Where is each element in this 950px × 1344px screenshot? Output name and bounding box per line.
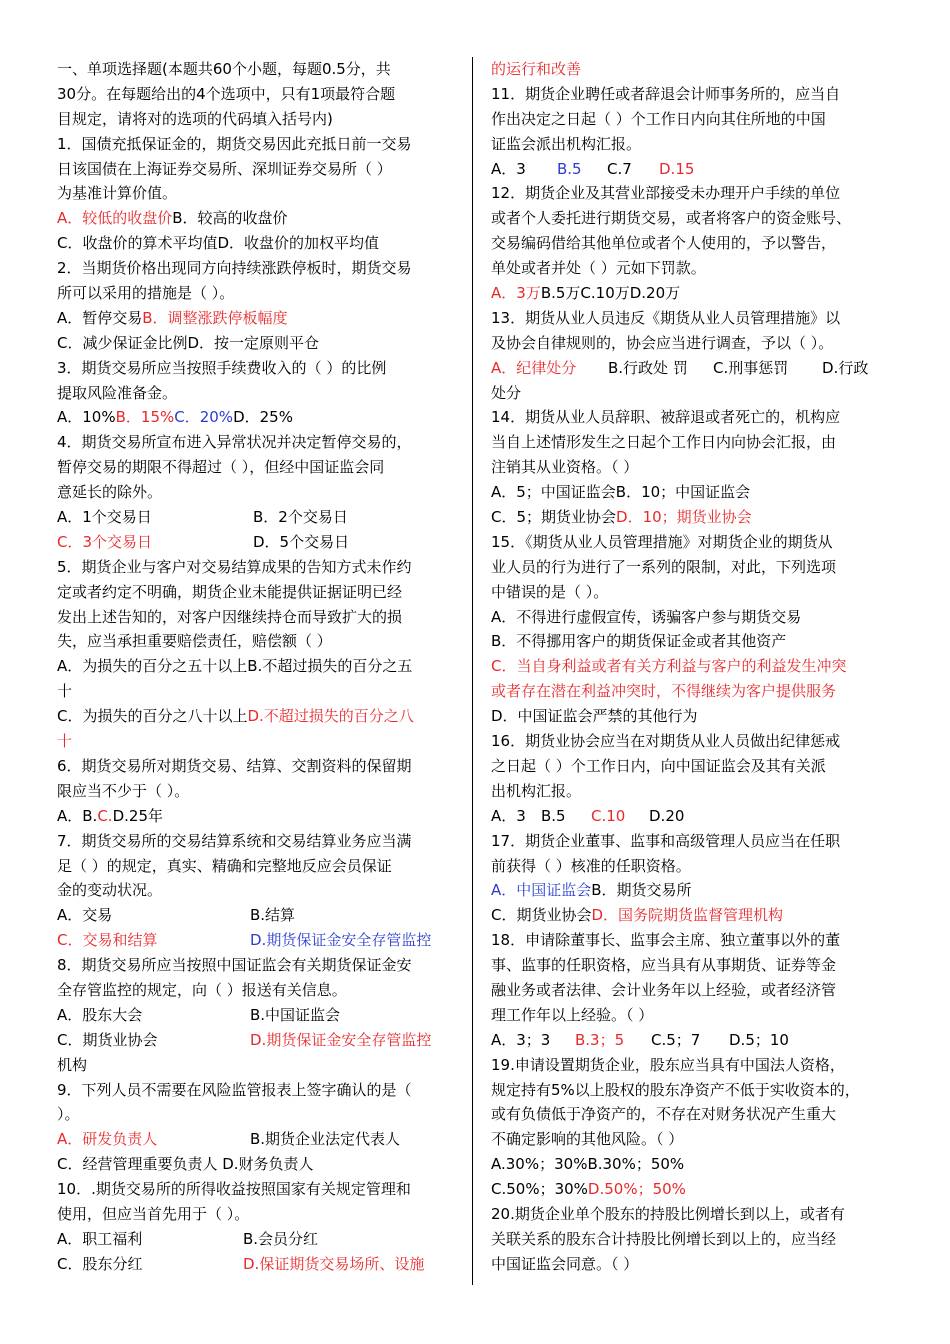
text-segment: 不确定影响的其他风险。（ ） <box>491 1130 684 1149</box>
left-text-line <box>57 1028 457 1053</box>
text-segment: 当自上述情形发生之日起个工作日内向协会汇报，由 <box>491 433 837 452</box>
right-text-line <box>491 779 891 804</box>
right-text-line <box>491 605 891 630</box>
left-text-line <box>57 530 457 555</box>
text-segment: C．20% <box>174 408 234 427</box>
right-text-line <box>491 1177 891 1202</box>
text-segment: 提取风险准备金。 <box>57 383 178 402</box>
text-segment: 7．期货交易所的交易结算系统和交易结算业务应当满 <box>57 831 412 850</box>
text-segment: D．国务院期货监督管理机构 <box>591 906 784 925</box>
text-segment: 20.期货企业单个股东的持股比例增长到以上，或者有 <box>491 1204 845 1223</box>
text-segment: A．职工福利 <box>57 1229 143 1248</box>
text-segment: A．交易 <box>57 906 113 925</box>
text-segment: 19.申请设置期货企业，股东应当具有中国法人资格， <box>491 1055 845 1074</box>
text-segment: D.25年 <box>112 806 163 825</box>
text-segment: B．2个交易日 <box>253 508 348 527</box>
left-text-line <box>57 381 457 406</box>
text-segment: 交易编码借给其他单位或者个人使用的，予以警告， <box>491 234 837 253</box>
text-segment: D.15 <box>659 159 695 178</box>
text-segment: D.不超过损失的百分之八 <box>247 707 414 726</box>
text-segment: 3．期货交易所应当按照手续费收入的（ ）的比例 <box>57 358 387 377</box>
text-segment: A．研发负责人 <box>57 1130 158 1149</box>
text-segment: 9．下列人员不需要在风险监管报表上签字确认的是（ <box>57 1080 412 1099</box>
left-text-line <box>57 1102 457 1127</box>
text-segment: 定或者约定不明确，期货企业未能提供证据证明已经 <box>57 582 403 601</box>
left-text-line <box>57 306 457 331</box>
right-text-line <box>491 256 891 281</box>
right-column <box>491 57 891 1277</box>
text-segment: A.30%；30%B.30%；50% <box>491 1155 685 1174</box>
text-segment: D．25% <box>233 408 293 427</box>
left-text-line <box>57 231 457 256</box>
right-text-line <box>491 1227 891 1252</box>
text-segment: B．15% <box>115 408 175 427</box>
text-segment: C．期货业协会 <box>491 906 592 925</box>
left-text-line <box>57 1053 457 1078</box>
right-text-line <box>491 654 891 679</box>
left-text-line <box>57 57 457 82</box>
text-segment: C. <box>97 806 113 825</box>
left-text-line <box>57 430 457 455</box>
text-segment: 作出决定之日起（ ）个工作日内向其住所地的中国 <box>491 109 826 128</box>
text-segment: C.7 <box>607 159 632 178</box>
text-segment: 全存管监控的规定，向（ ）报送有关信息。 <box>57 980 347 999</box>
right-text-line <box>491 1028 891 1053</box>
right-text-line <box>491 1003 891 1028</box>
text-segment: 所可以采用的措施是（ ）。 <box>57 284 235 303</box>
text-segment: A．为损失的百分之五十以上B.不超过损失的百分之五 <box>57 657 413 676</box>
text-segment: 一、单项选择题(本题共60个小题，每题0.5分，共 <box>57 60 391 78</box>
text-segment: 1．国债充抵保证金的，期货交易因此充抵日前一交易 <box>57 134 412 153</box>
text-segment: 事、监事的任职资格，应当具有从事期货、证券等金 <box>491 956 837 975</box>
left-text-line <box>57 480 457 505</box>
text-segment: C．减少保证金比例D．按一定原则平仓 <box>57 333 320 352</box>
left-text-line <box>57 1003 457 1028</box>
left-text-line <box>57 978 457 1003</box>
left-text-line <box>57 854 457 879</box>
text-segment: 金的变动状况。 <box>57 881 163 900</box>
left-text-line <box>57 629 457 654</box>
left-text-line <box>57 754 457 779</box>
left-text-line <box>57 256 457 281</box>
right-text-line <box>491 480 891 505</box>
text-segment: ）。 <box>57 1105 80 1124</box>
right-text-line <box>491 455 891 480</box>
right-text-line <box>491 157 891 182</box>
text-segment: C.刑事惩罚 <box>713 358 789 377</box>
text-segment: 机构 <box>57 1055 88 1074</box>
right-text-line <box>491 281 891 306</box>
left-text-line <box>57 1252 457 1277</box>
text-segment: A．较低的收盘价 <box>57 209 173 228</box>
right-text-line <box>491 1102 891 1127</box>
text-segment: 目规定，请将对的选项的代码填入括号内) <box>57 109 333 128</box>
text-segment: 融业务或者法律、会计业务年以上经验，或者经济管 <box>491 980 837 999</box>
text-segment: D.50%；50% <box>587 1180 686 1199</box>
text-segment: 10．.期货交易所的所得收益按照国家有关规定管理和 <box>57 1180 411 1199</box>
text-segment: 日该国债在上海证券交易所、深圳证券交易所（ ） <box>57 159 392 178</box>
left-text-line <box>57 132 457 157</box>
text-segment: 的运行和改善 <box>491 60 582 78</box>
text-segment: D.期货保证金安全存管监控 <box>250 931 432 950</box>
text-segment: C．经营管理重要负责人 D.财务负责人 <box>57 1155 314 1174</box>
left-text-line <box>57 405 457 430</box>
right-text-line <box>491 331 891 356</box>
left-text-line <box>57 555 457 580</box>
right-text-line <box>491 754 891 779</box>
text-segment: 及协会自律规则的，协会应当进行调查，予以（ ）。 <box>491 333 834 352</box>
text-segment: 18．申请除董事长、监事会主席、独立董事以外的董 <box>491 931 841 950</box>
right-text-line <box>491 356 891 381</box>
right-text-line <box>491 1202 891 1227</box>
text-segment: D.20 <box>649 806 685 825</box>
text-segment: 理工作年以上经验。（ ） <box>491 1005 654 1024</box>
text-segment: C．股东分红 <box>57 1254 143 1273</box>
text-segment: 使用，但应当首先用于（ ）。 <box>57 1204 250 1223</box>
text-segment: 8．期货交易所应当按照中国证监会有关期货保证金安 <box>57 956 412 975</box>
text-segment: 足（ ）的规定，真实、精确和完整地反应会员保证 <box>57 856 392 875</box>
text-segment: D．中国证监会严禁的其他行为 <box>491 707 698 726</box>
text-segment: B．不得挪用客户的期货保证金或者其他资产 <box>491 632 787 651</box>
text-segment: B.5 <box>557 159 582 178</box>
right-text-line <box>491 580 891 605</box>
left-text-line <box>57 455 457 480</box>
text-segment: B.行政处 罚 <box>608 358 688 377</box>
text-segment: A．10% <box>57 408 116 427</box>
text-segment: B.结算 <box>250 906 296 925</box>
text-segment: B.期货企业法定代表人 <box>250 1130 401 1149</box>
text-segment: 2．当期货价格出现同方向持续涨跌停板时，期货交易 <box>57 259 412 278</box>
right-text-line <box>491 555 891 580</box>
right-text-line <box>491 206 891 231</box>
text-segment: D.期货保证金安全存管监控 <box>250 1030 432 1049</box>
right-text-line <box>491 679 891 704</box>
text-segment: A．中国证监会 <box>491 881 592 900</box>
text-segment: D．10；期货业协会 <box>616 508 752 527</box>
text-segment: 之日起（ ）个工作日内，向中国证监会及其有关派 <box>491 756 826 775</box>
text-segment: 15．《期货从业人员管理措施》对期货企业的期货从 <box>491 532 833 551</box>
left-text-line <box>57 928 457 953</box>
column-divider <box>472 57 473 1285</box>
text-segment: 6．期货交易所对期货交易、结算、交割资料的保留期 <box>57 756 412 775</box>
text-segment: 处分 <box>491 383 522 402</box>
text-segment: B.中国证监会 <box>250 1005 341 1024</box>
left-text-line <box>57 804 457 829</box>
right-text-line <box>491 181 891 206</box>
left-text-line <box>57 281 457 306</box>
right-text-line <box>491 530 891 555</box>
text-segment: B.3；5 <box>575 1030 625 1049</box>
left-text-line <box>57 1078 457 1103</box>
right-text-line <box>491 1127 891 1152</box>
text-segment: 中国证监会同意。（ ） <box>491 1254 639 1273</box>
right-text-line <box>491 629 891 654</box>
text-segment: 暂停交易的期限不得超过（ ），但经中国证监会同 <box>57 458 385 477</box>
left-text-line <box>57 82 457 107</box>
text-segment: C．为损失的百分之八十以上 <box>57 707 248 726</box>
left-text-line <box>57 779 457 804</box>
text-segment: A．B. <box>57 806 98 825</box>
left-text-line <box>57 505 457 530</box>
text-segment: B.会员分红 <box>243 1229 319 1248</box>
left-text-line <box>57 729 457 754</box>
text-segment: 中错误的是（ ）。 <box>491 582 609 601</box>
right-text-line <box>491 82 891 107</box>
right-text-line <box>491 729 891 754</box>
right-text-line <box>491 928 891 953</box>
text-segment: 11．期货企业聘任或者辞退会计师事务所的，应当自 <box>491 84 841 103</box>
left-text-line <box>57 181 457 206</box>
text-segment: C.10 <box>591 806 626 825</box>
text-segment: 12．期货企业及其营业部接受未办理开户手续的单位 <box>491 184 841 203</box>
text-segment: 前获得（ ）核准的任职资格。 <box>491 856 691 875</box>
text-segment: 或有负债低于净资产的，不存在对财务状况产生重大 <box>491 1105 837 1124</box>
right-text-line <box>491 231 891 256</box>
right-text-line <box>491 430 891 455</box>
text-segment: C．收盘价的算术平均值D．收盘价的加权平均值 <box>57 234 380 253</box>
right-text-line <box>491 878 891 903</box>
text-segment: 13．期货从业人员违反《期货从业人员管理措施》以 <box>491 308 841 327</box>
right-text-line <box>491 57 891 82</box>
text-segment: C．5；期货业协会 <box>491 508 617 527</box>
right-text-line <box>491 829 891 854</box>
text-segment: 业人员的行为进行了一系列的限制，对此，下列选项 <box>491 557 837 576</box>
left-text-line <box>57 605 457 630</box>
text-segment: 十 <box>57 732 73 751</box>
text-segment: C．交易和结算 <box>57 931 158 950</box>
text-segment: 出机构汇报。 <box>491 781 582 800</box>
right-text-line <box>491 381 891 406</box>
text-segment: C．当自身利益或者有关方利益与客户的利益发生冲突 <box>491 657 847 676</box>
text-segment: 注销其从业资格。（ ） <box>491 458 639 477</box>
left-text-line <box>57 878 457 903</box>
right-text-line <box>491 978 891 1003</box>
text-segment: C．3个交易日 <box>57 532 153 551</box>
left-text-line <box>57 903 457 928</box>
right-text-line <box>491 405 891 430</box>
right-text-line <box>491 854 891 879</box>
text-segment: 14．期货从业人员辞职、被辞退或者死亡的，机构应 <box>491 408 841 427</box>
left-text-line <box>57 704 457 729</box>
right-text-line <box>491 132 891 157</box>
right-text-line <box>491 953 891 978</box>
text-segment: A．5；中国证监会B．10；中国证监会 <box>491 483 751 502</box>
text-segment: 17．期货企业董事、监事和高级管理人员应当在任职 <box>491 831 841 850</box>
left-text-line <box>57 356 457 381</box>
text-segment: A．3万 <box>491 284 541 303</box>
left-text-line <box>57 1177 457 1202</box>
right-text-line <box>491 306 891 331</box>
text-segment: A．3；3 <box>491 1030 551 1049</box>
right-text-line <box>491 804 891 829</box>
left-text-line <box>57 953 457 978</box>
text-segment: 4．期货交易所宣布进入异常状况并决定暂停交易的， <box>57 433 412 452</box>
text-segment: 证监会派出机构汇报。 <box>491 134 642 153</box>
text-segment: 30分。在每题给出的4个选项中，只有1项最符合题 <box>57 84 396 103</box>
text-segment: A．3 <box>491 806 526 825</box>
text-segment: C.5；7 <box>651 1030 701 1049</box>
text-segment: 失，应当承担重要赔偿责任，赔偿额（ ） <box>57 632 332 651</box>
right-text-line <box>491 903 891 928</box>
text-segment: C.50%；30% <box>491 1180 588 1199</box>
text-segment: D.5；10 <box>729 1030 789 1049</box>
text-segment: 或者个人委托进行期货交易，或者将客户的资金账号、 <box>491 209 852 228</box>
right-text-line <box>491 1078 891 1103</box>
text-segment: 为基准计算价值。 <box>57 184 178 203</box>
text-segment: A．1个交易日 <box>57 508 152 527</box>
left-text-line <box>57 654 457 679</box>
text-segment: 规定持有5%以上股权的股东净资产不低于实收资本的， <box>491 1080 860 1099</box>
left-column <box>57 57 457 1277</box>
text-segment: B.5万C.10万D.20万 <box>540 284 681 303</box>
text-segment: D．5个交易日 <box>253 532 350 551</box>
text-segment: 单处或者并处（ ）元如下罚款。 <box>491 259 706 278</box>
text-segment: 发出上述告知的，对客户因继续持仓而导致扩大的损 <box>57 607 403 626</box>
text-segment: D.行政 <box>822 358 869 377</box>
text-segment: B．调整涨跌停板幅度 <box>142 308 288 327</box>
right-text-line <box>491 505 891 530</box>
left-text-line <box>57 107 457 132</box>
text-segment: 5．期货企业与客户对交易结算成果的告知方式未作约 <box>57 557 412 576</box>
right-text-line <box>491 107 891 132</box>
text-segment: A．不得进行虚假宣传，诱骗客户参与期货交易 <box>491 607 802 626</box>
text-segment: 十 <box>57 682 73 701</box>
left-text-line <box>57 829 457 854</box>
text-segment: 意延长的除外。 <box>57 483 163 502</box>
text-segment: A．股东大会 <box>57 1005 143 1024</box>
text-segment: B．期货交易所 <box>591 881 692 900</box>
right-text-line <box>491 1053 891 1078</box>
text-segment: 或者存在潜在利益冲突时，不得继续为客户提供服务 <box>491 682 837 701</box>
left-text-line <box>57 1202 457 1227</box>
left-text-line <box>57 206 457 231</box>
text-segment: 16．期货业协会应当在对期货从业人员做出纪律惩戒 <box>491 732 841 751</box>
left-text-line <box>57 1227 457 1252</box>
left-text-line <box>57 580 457 605</box>
left-text-line <box>57 1152 457 1177</box>
text-segment: A．3 <box>491 159 526 178</box>
right-text-line <box>491 1252 891 1277</box>
text-segment: A．纪律处分 <box>491 358 577 377</box>
text-segment: C．期货业协会 <box>57 1030 158 1049</box>
text-segment: 关联关系的股东合计持股比例增长到以上的，应当经 <box>491 1229 837 1248</box>
left-text-line <box>57 679 457 704</box>
text-segment: B．较高的收盘价 <box>172 209 288 228</box>
right-text-line <box>491 1152 891 1177</box>
left-text-line <box>57 331 457 356</box>
text-segment: D.保证期货交易场所、设施 <box>243 1254 425 1273</box>
left-text-line <box>57 157 457 182</box>
right-text-line <box>491 704 891 729</box>
text-segment: A．暂停交易 <box>57 308 143 327</box>
left-text-line <box>57 1127 457 1152</box>
text-segment: B.5 <box>541 806 566 825</box>
text-segment: 限应当不少于（ ）。 <box>57 781 190 800</box>
